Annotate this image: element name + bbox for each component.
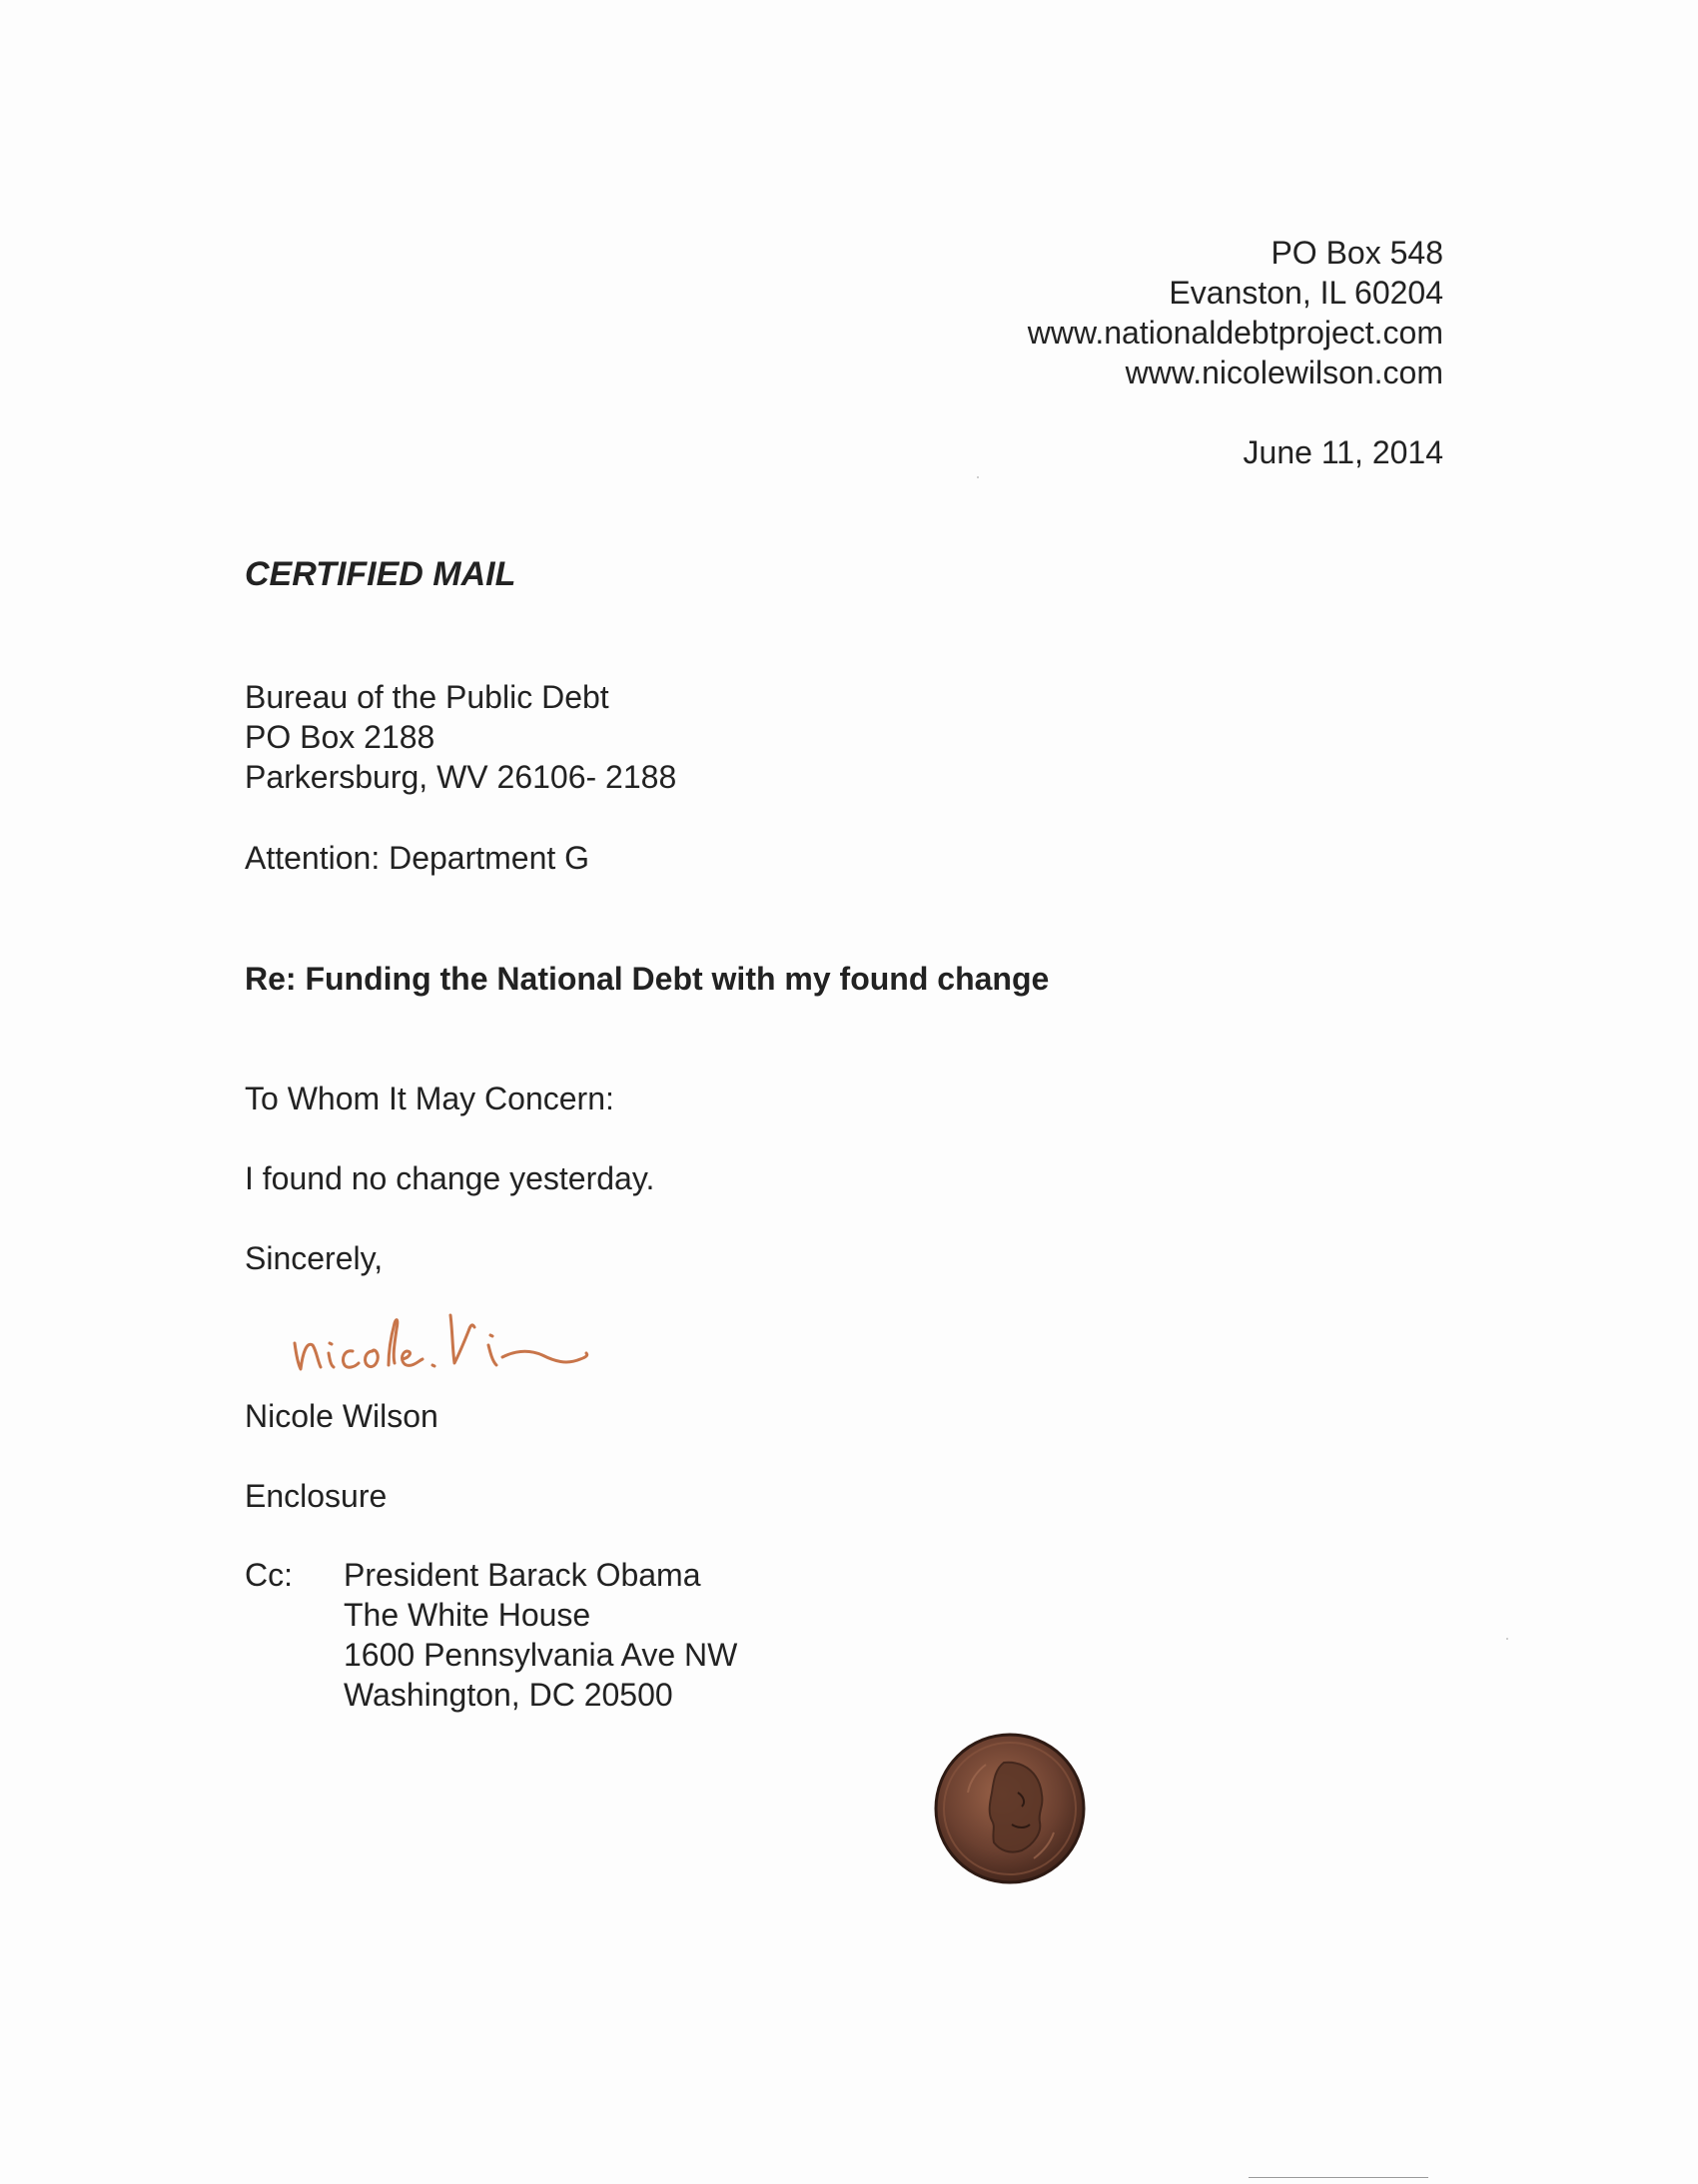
- penny-coin: [934, 1733, 1086, 1884]
- cc-line2: The White House: [344, 1597, 591, 1633]
- body-text: I found no change yesterday.: [245, 1160, 655, 1196]
- cc-line1: President Barack Obama: [344, 1557, 701, 1593]
- recipient-line3: Parkersburg, WV 26106- 2188: [245, 759, 677, 795]
- certified-mail-heading: CERTIFIED MAIL: [245, 555, 516, 593]
- handwritten-signature: [285, 1303, 594, 1383]
- scan-speck: [1506, 1638, 1508, 1640]
- cc-line3: 1600 Pennsylvania Ave NW: [344, 1637, 738, 1673]
- attention-line: Attention: Department G: [245, 840, 590, 876]
- scan-speck: [977, 476, 979, 478]
- scan-edge-line: [1249, 2177, 1428, 2178]
- letter-date: June 11, 2014: [1243, 434, 1443, 470]
- sender-address-line2: Evanston, IL 60204: [1169, 275, 1443, 311]
- sender-website-2: www.nicolewilson.com: [1125, 355, 1443, 390]
- recipient-line1: Bureau of the Public Debt: [245, 679, 609, 715]
- subject-line: Re: Funding the National Debt with my found change: [245, 961, 1050, 997]
- cc-line4: Washington, DC 20500: [344, 1677, 673, 1713]
- recipient-line2: PO Box 2188: [245, 719, 435, 755]
- sender-website-1: www.nationaldebtproject.com: [1027, 315, 1443, 351]
- salutation: To Whom It May Concern:: [245, 1081, 614, 1116]
- closing: Sincerely,: [245, 1240, 384, 1276]
- sender-address-line1: PO Box 548: [1271, 235, 1443, 271]
- enclosure-note: Enclosure: [245, 1478, 388, 1514]
- cc-label: Cc:: [245, 1557, 293, 1593]
- signer-name: Nicole Wilson: [245, 1398, 438, 1434]
